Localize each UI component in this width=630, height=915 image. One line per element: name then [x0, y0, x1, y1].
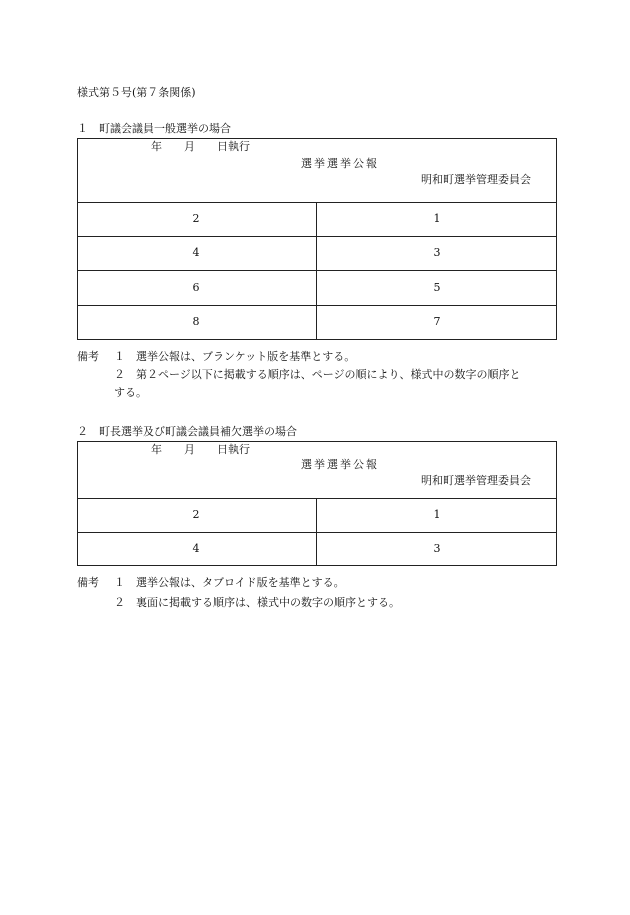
remark-text: 選挙公報は、ブランケット版を基準とする。 — [136, 350, 356, 363]
section2-date-line: 年 月 日執行 — [151, 443, 250, 456]
page-number-cell: 2 — [192, 212, 200, 225]
section2-heading: ２ 町長選挙及び町議会議員補欠選挙の場合 — [77, 425, 297, 438]
form-title: 様式第５号(第７条関係) — [77, 86, 196, 99]
section2-bulletin-title: 選挙選挙公報 — [301, 458, 379, 471]
section1-remarks-label: 備考 — [77, 350, 99, 363]
section1-issuer: 明和町選挙管理委員会 — [421, 173, 531, 186]
row-divider — [77, 305, 557, 306]
remark-text: 選挙公報は、タブロイド版を基準とする。 — [136, 576, 345, 589]
remark-number: ２ — [114, 596, 125, 609]
page-number-cell: 1 — [433, 508, 441, 521]
section1-bulletin-title: 選挙選挙公報 — [301, 157, 379, 170]
row-divider — [77, 236, 557, 237]
column-divider — [316, 498, 317, 566]
row-divider — [77, 498, 557, 499]
page-number-cell: 4 — [192, 542, 200, 555]
section1-heading: １ 町議会議員一般選挙の場合 — [77, 122, 231, 135]
page-number-cell: 3 — [433, 542, 441, 555]
column-divider — [316, 202, 317, 340]
row-divider — [77, 532, 557, 533]
remark-text-continuation: する。 — [114, 386, 147, 399]
remark-number: １ — [114, 350, 125, 363]
remark-number: １ — [114, 576, 125, 589]
page-number-cell: 5 — [433, 281, 441, 294]
remark-text: 第２ページ以下に掲載する順序は、ページの順により、様式中の数字の順序と — [136, 368, 521, 381]
row-divider — [77, 270, 557, 271]
section2-issuer: 明和町選挙管理委員会 — [421, 474, 531, 487]
remark-text: 裏面に掲載する順序は、様式中の数字の順序とする。 — [136, 596, 400, 609]
remark-number: ２ — [114, 368, 125, 381]
page-number-cell: 3 — [433, 246, 441, 259]
row-divider — [77, 202, 557, 203]
page-number-cell: 7 — [433, 315, 441, 328]
section1-date-line: 年 月 日執行 — [151, 140, 250, 153]
page-number-cell: 4 — [192, 246, 200, 259]
page-number-cell: 8 — [192, 315, 200, 328]
section2-remarks-label: 備考 — [77, 576, 99, 589]
page-number-cell: 1 — [433, 212, 441, 225]
page-number-cell: 2 — [192, 508, 200, 521]
page-number-cell: 6 — [192, 281, 200, 294]
